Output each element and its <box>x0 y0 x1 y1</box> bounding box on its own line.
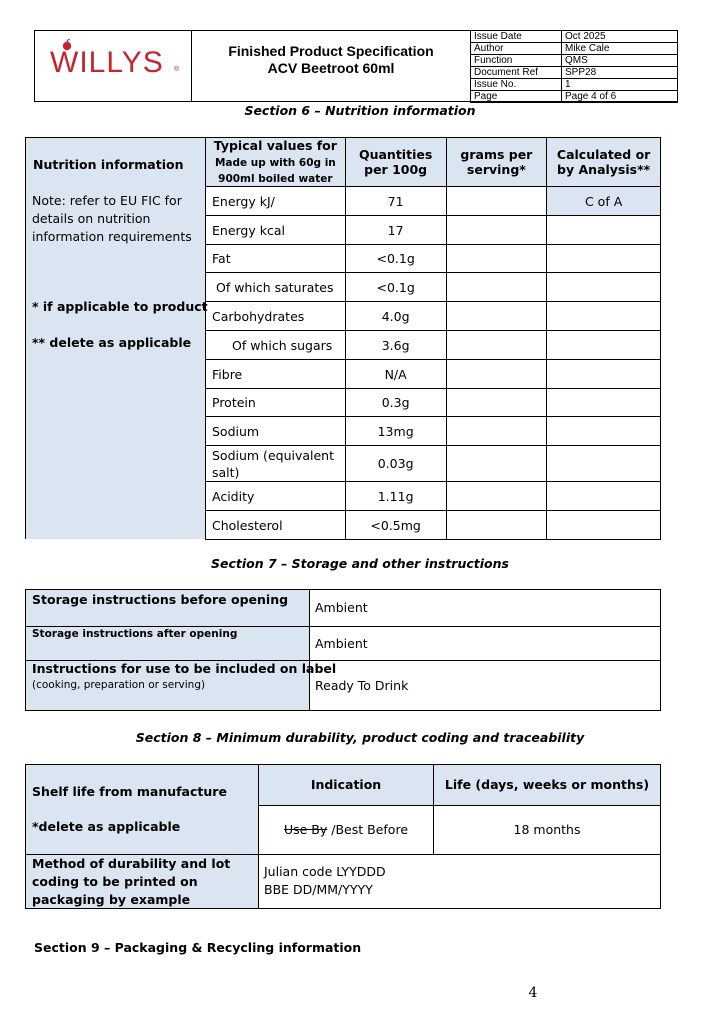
storage-before-value: Ambient <box>315 600 368 615</box>
meta-label: Issue Date <box>471 31 562 43</box>
life-value: 18 months <box>513 822 581 837</box>
nutrition-name: Of which sugars <box>206 331 346 360</box>
nutrition-qty: 4.0g <box>345 302 446 331</box>
nutrition-name: Fat <box>206 245 346 273</box>
nutrition-row <box>206 360 661 389</box>
nutrition-serving <box>446 482 547 511</box>
nutrition-qty: 3.6g <box>345 331 446 360</box>
nutrition-calc <box>547 511 661 540</box>
life-head: Life (days, weeks or months) <box>444 777 650 792</box>
nutrition-serving <box>446 360 547 389</box>
nutrition-table <box>205 137 661 540</box>
nutrition-heading: Nutrition information <box>33 157 184 172</box>
nutrition-serving <box>446 389 547 417</box>
meta-label: Function <box>471 55 562 67</box>
shelf-life-label: Shelf life from manufacture <box>32 784 227 799</box>
nutrition-row <box>206 245 661 273</box>
title-line-1: Finished Product Specification <box>228 43 434 59</box>
indication-value <box>258 822 434 837</box>
section8-title: Section 8 – Minimum durability, product coding and traceability <box>135 730 585 745</box>
nutrition-serving <box>446 331 547 360</box>
document-title <box>192 43 470 77</box>
nutrition-name: Sodium (equivalent salt) <box>206 446 346 482</box>
nutrition-qty: 0.3g <box>345 389 446 417</box>
nutrition-calc <box>547 482 661 511</box>
nutrition-serving <box>446 446 547 482</box>
nutrition-name: Acidity <box>206 482 346 511</box>
company-logo <box>50 44 185 84</box>
meta-value: QMS <box>562 55 678 67</box>
nutrition-name: Of which saturates <box>206 273 346 302</box>
registered-icon: ® <box>174 66 180 73</box>
nutrition-row <box>206 417 661 446</box>
instructions-sub: (cooking, preparation or serving) <box>32 679 206 691</box>
nutrition-serving <box>446 511 547 540</box>
nutrition-qty: N/A <box>345 360 446 389</box>
nutrition-qty: <0.5mg <box>345 511 446 540</box>
shelf-life-label-cell <box>25 764 259 855</box>
nutrition-name: Carbohydrates <box>206 302 346 331</box>
nutrition-calc <box>547 360 661 389</box>
nutrition-name: Energy kcal <box>206 216 346 245</box>
nutrition-row <box>206 302 661 331</box>
nutrition-note: Note: refer to EU FIC for details on nutrition information requirements <box>32 193 192 244</box>
meta-value: SPP28 <box>562 67 678 79</box>
col-qty: Quantities per 100g <box>345 138 446 187</box>
document-meta-table <box>470 30 678 103</box>
nutrition-serving <box>446 273 547 302</box>
title-line-2: ACV Beetroot 60ml <box>267 60 395 76</box>
meta-label: Document Ref <box>471 67 562 79</box>
nutrition-calc <box>547 273 661 302</box>
meta-row <box>471 55 678 67</box>
meta-row <box>471 79 678 91</box>
nutrition-calc <box>547 302 661 331</box>
meta-value: Oct 2025 <box>562 31 678 43</box>
method-line-2: BBE DD/MM/YYYY <box>264 882 373 897</box>
nutrition-row <box>206 389 661 417</box>
meta-value: Page 4 of 6 <box>562 91 678 103</box>
nutrition-qty: 0.03g <box>345 446 446 482</box>
instructions-label: Instructions for use to be included on label <box>32 661 337 676</box>
best-before: /Best Before <box>327 822 409 837</box>
method-line-1: Julian code LYYDDD <box>264 864 386 879</box>
meta-row <box>471 67 678 79</box>
nutrition-qty: 71 <box>345 187 446 216</box>
nutrition-name: Cholesterol <box>206 511 346 540</box>
nutrition-row <box>206 187 661 216</box>
nutrition-row <box>206 482 661 511</box>
meta-row <box>471 43 678 55</box>
meta-label: Author <box>471 43 562 55</box>
nutrition-calc <box>547 245 661 273</box>
nutrition-qty: <0.1g <box>345 245 446 273</box>
shelf-delete-note: *delete as applicable <box>32 819 181 834</box>
nutrition-row <box>206 446 661 482</box>
section9-title: Section 9 – Packaging & Recycling information <box>34 940 362 955</box>
nutrition-calc <box>547 216 661 245</box>
nutrition-serving <box>446 187 547 216</box>
nutrition-serving <box>446 302 547 331</box>
meta-label: Issue No. <box>471 79 562 91</box>
meta-row <box>471 91 678 103</box>
use-by-struck: Use By <box>283 822 328 837</box>
nutrition-row <box>206 216 661 245</box>
instructions-value: Ready To Drink <box>315 678 409 693</box>
nutrition-row <box>206 331 661 360</box>
nutrition-calc <box>547 389 661 417</box>
nutrition-qty: 1.11g <box>345 482 446 511</box>
nutrition-qty: 17 <box>345 216 446 245</box>
method-label: Method of durability and lot coding to be printed on packaging by example <box>32 856 231 907</box>
nutrition-serving <box>446 245 547 273</box>
meta-value: Mike Cale <box>562 43 678 55</box>
applicable-note: * if applicable to product <box>32 299 208 314</box>
meta-value: 1 <box>562 79 678 91</box>
delete-note: ** delete as applicable <box>32 335 192 350</box>
col-typical: Typical values for Made up with 60g in 900ml boiled water <box>206 138 346 187</box>
nutrition-calc: C of A <box>547 187 661 216</box>
storage-after-value: Ambient <box>315 636 368 651</box>
nutrition-row <box>206 273 661 302</box>
nutrition-name: Energy kJ/ <box>206 187 346 216</box>
storage-after-label: Storage instructions after opening <box>32 628 238 640</box>
nutrition-qty: <0.1g <box>345 273 446 302</box>
section7-title: Section 7 – Storage and other instructions <box>211 556 509 571</box>
col-calc: Calculated or by Analysis** <box>547 138 661 187</box>
nutrition-name: Fibre <box>206 360 346 389</box>
nutrition-row <box>206 511 661 540</box>
nutrition-calc <box>547 446 661 482</box>
page-number: 4 <box>528 985 538 1001</box>
nutrition-calc <box>547 417 661 446</box>
nutrition-serving <box>446 216 547 245</box>
section6-title: Section 6 – Nutrition information <box>244 103 476 118</box>
logo-text: WILLYS <box>50 46 164 79</box>
meta-label: Page <box>471 91 562 103</box>
nutrition-name: Sodium <box>206 417 346 446</box>
nutrition-calc <box>547 331 661 360</box>
nutrition-name: Protein <box>206 389 346 417</box>
col-serving: grams per serving* <box>446 138 547 187</box>
meta-row <box>471 31 678 43</box>
storage-before-label: Storage instructions before opening <box>32 592 289 607</box>
nutrition-qty: 13mg <box>345 417 446 446</box>
indication-head: Indication <box>310 777 382 792</box>
col-typical-sub: Made up with 60g in 900ml boiled water <box>214 157 336 185</box>
nutrition-serving <box>446 417 547 446</box>
